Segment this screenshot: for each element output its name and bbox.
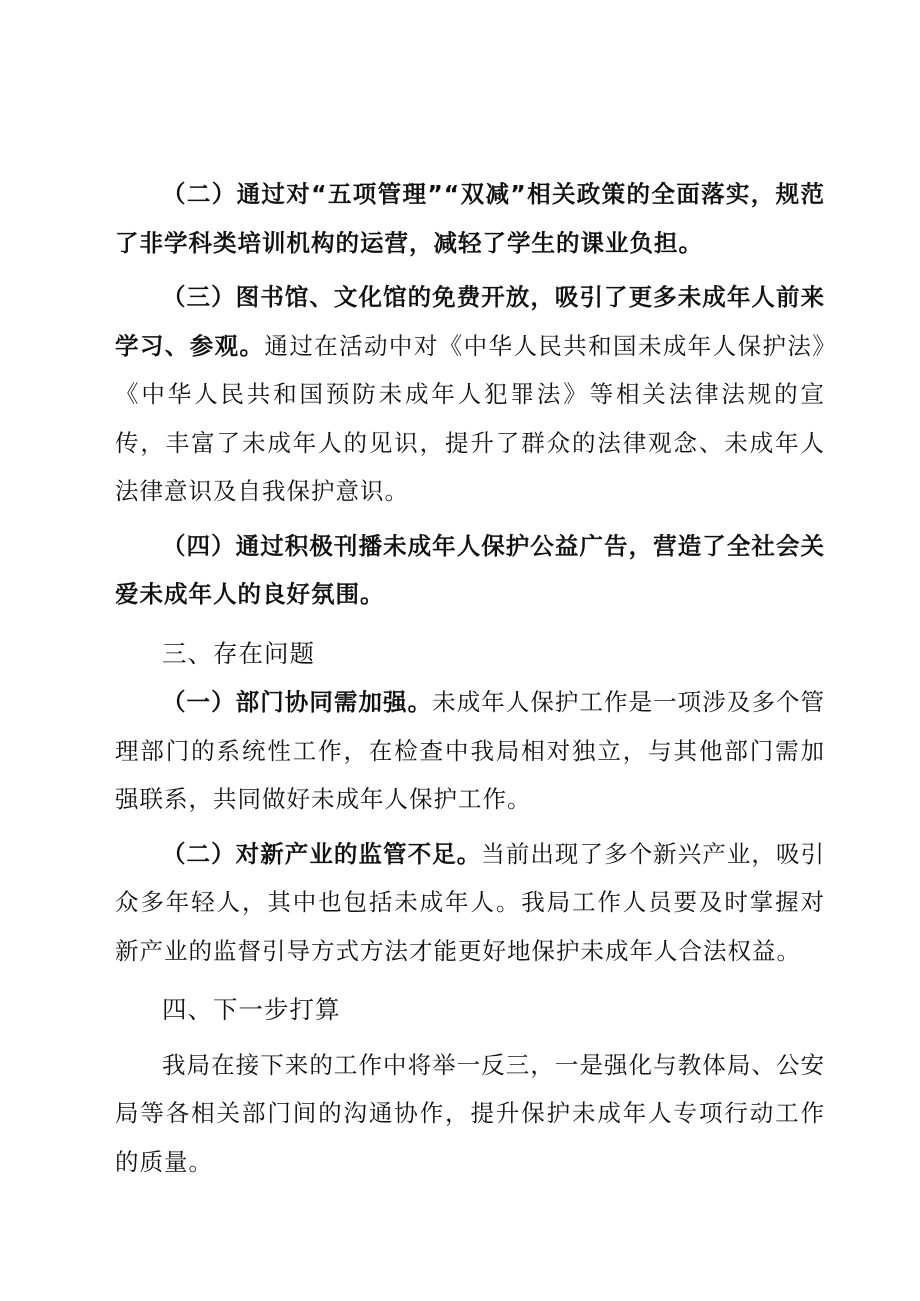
- paragraph-lead: （四）通过积极刊播未成年人保护公益广告，营造了全社会关爱未成年人的良好氛围。: [115, 531, 825, 608]
- paragraph-problem-1: [115, 678, 825, 824]
- paragraph-lead: （二）对新产业的监管不足。: [162, 839, 482, 868]
- paragraph-item-2: [115, 170, 825, 267]
- paragraph-lead: （三）图书馆、文化馆的免费开放，吸引了更多未成年人前来学习、参观。: [115, 283, 825, 360]
- paragraph-text: 通过在活动中对《中华人民共和国未成年人保护法》《中华人民共和国预防未成年人犯罪法》等相关法律法规的宣传，丰富了未成年人的见识，提升了群众的法律观念、未成年人法律意识及自我保护意识。: [115, 331, 826, 505]
- paragraph-item-3: [115, 273, 825, 516]
- paragraph-item-4: [115, 522, 825, 619]
- document-body: [115, 170, 825, 1186]
- paragraph-problem-2: [115, 830, 825, 976]
- paragraph-lead: （一）部门协同需加强。: [162, 688, 433, 716]
- paragraph-next-steps: 我局在接下来的工作中将举一反三，一是强化与教体局、公安局等各相关部门间的沟通协作，提升保护未成年人专项行动工作的质量。: [115, 1050, 825, 1176]
- section-heading-problems: 三、存在问题: [162, 638, 315, 668]
- paragraph-text: 未成年人保护工作是一项涉及多个管理部门的系统性工作，在检查中我局相对独立，与其他部门需加强联系，共同做好未成年人保护工作。: [115, 688, 826, 813]
- paragraph-lead: （二）通过对“五项管理”“双减”相关政策的全面落实，规范了非学科类培训机构的运营，减轻了学生的课业负担。: [115, 180, 825, 257]
- section-heading-next-steps: 四、下一步打算: [162, 995, 341, 1024]
- paragraph-text: 当前出现了多个新兴产业，吸引众多年轻人，其中也包括未成年人。我局工作人员要及时掌握对新产业的监督引导方式方法才能更好地保护未成年人合法权益。: [115, 839, 825, 965]
